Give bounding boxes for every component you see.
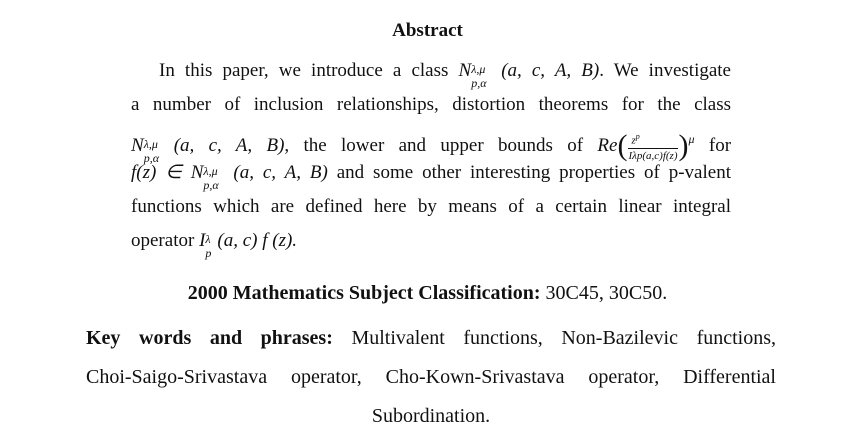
keywords-block xyxy=(86,319,776,436)
abstract-line-1 xyxy=(131,54,731,88)
keywords-line-2: Choi-Saigo-Srivastava operator, Cho-Kown-Srivastava operator, Differential xyxy=(86,366,776,388)
class-symbol: N λ,μ p,α (a, c, A, B) xyxy=(131,135,285,165)
abstract-text: for xyxy=(708,135,732,156)
abstract-line-3 xyxy=(131,122,732,165)
msc-label: 2000 Mathematics Subject Classification: xyxy=(187,282,541,304)
abstract-line-2: a number of inclusion relationships, distortion theorems for the class xyxy=(131,94,731,115)
re-expression: Re( $\frac{z^p}{\text{Iλp(a,c)f(z)}}$ )$^\mu$ xyxy=(597,129,695,162)
abstract-line-5: functions which are defined here by means of a certain linear integral xyxy=(131,196,731,217)
msc-line xyxy=(0,282,855,305)
operator-expression: I λ p (a, c) f (z). xyxy=(199,230,298,260)
abstract-text: and some other interesting properties of p-valent xyxy=(336,162,731,183)
abstract-text: In this paper, we introduce a class xyxy=(159,60,449,81)
abstract-text: , the lower and upper bounds of xyxy=(284,135,584,156)
abstract-text: operator xyxy=(131,230,195,251)
class-symbol: N λ,μ p,α (a, c, A, B) xyxy=(458,60,600,90)
keywords-line-1 xyxy=(86,319,776,358)
keywords-label: Key words and phrases: xyxy=(86,327,333,349)
keywords-text: Multivalent functions, Non-Bazilevic functions, xyxy=(351,327,776,349)
abstract-text: . We investigate xyxy=(599,60,731,81)
msc-value: 30C45, 30C50. xyxy=(545,282,668,304)
keywords-line-3: Subordination. xyxy=(371,405,491,427)
abstract-body xyxy=(131,54,731,258)
abstract-heading: Abstract xyxy=(392,20,463,41)
membership-expression: f(z) ∈ N λ,μ p,α (a, c, A, B) xyxy=(131,162,328,192)
abstract-line-6 xyxy=(131,224,731,258)
abstract-line-4 xyxy=(131,156,731,190)
